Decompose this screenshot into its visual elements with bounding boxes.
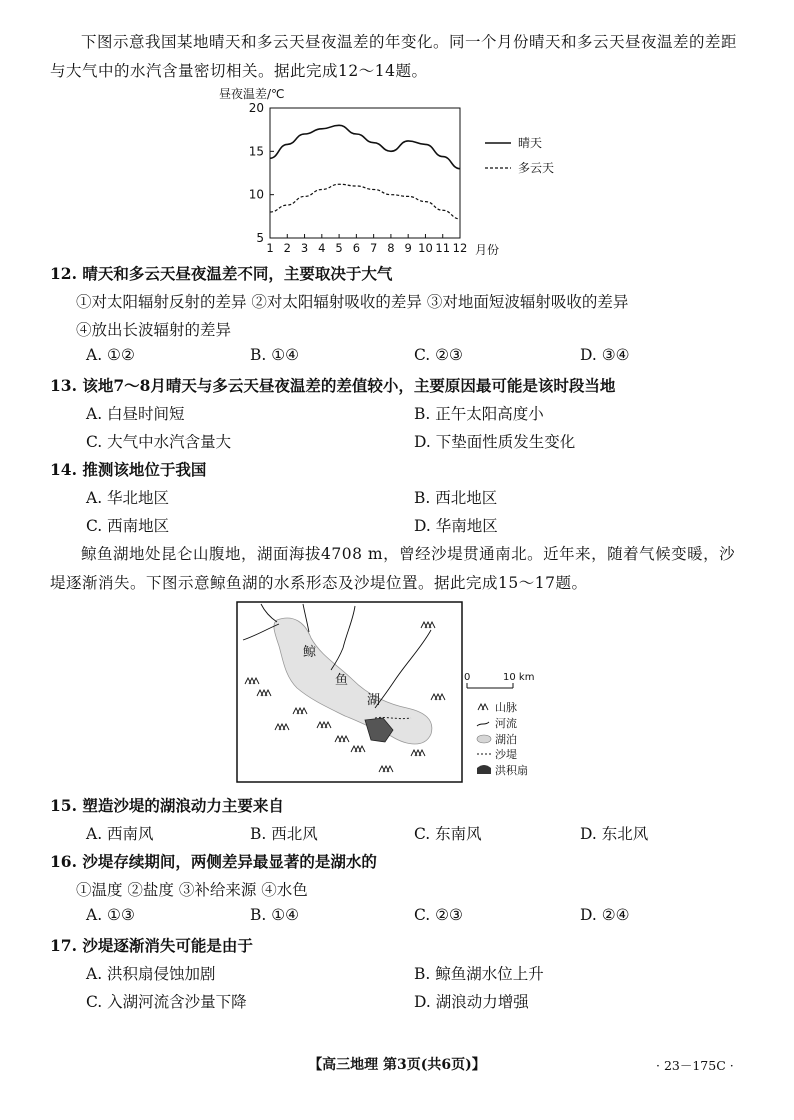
legend-river-label: 河流 — [495, 717, 517, 730]
scale-zero: 0 — [464, 672, 471, 683]
q14-option-c[interactable]: C. 西南地区 — [86, 517, 170, 535]
footer-page-info: 【高三地理 第3页(共6页)】 — [308, 1057, 486, 1073]
q14-stem: 14. 推测该地位于我国 — [50, 460, 207, 479]
q15-stem: 15. 塑造沙堤的湖浪动力主要来自 — [50, 796, 284, 815]
q13-option-c[interactable]: C. 大气中水汽含量大 — [86, 433, 232, 451]
legend-sandbar-label: 沙堤 — [495, 748, 517, 761]
chart-plot-frame — [270, 108, 460, 238]
lake-char-2: 鱼 — [335, 673, 349, 688]
q12-options-line1: ①对太阳辐射反射的差异 ②对太阳辐射吸收的差异 ③对地面短波辐射吸收的差异 — [76, 293, 629, 311]
q12-stem: 12. 晴天和多云天昼夜温差不同，主要取决于大气 — [50, 264, 393, 283]
x-tick-label: 12 — [452, 241, 468, 255]
q14-option-a[interactable]: A. 华北地区 — [86, 489, 170, 507]
lake-char-3: 湖 — [367, 693, 381, 708]
q13-stem: 13. 该地7～8月晴天与多云天昼夜温差的差值较小，主要原因最可能是该时段当地 — [50, 376, 616, 395]
x-tick-label: 1 — [266, 241, 274, 255]
q13-option-d[interactable]: D. 下垫面性质发生变化 — [414, 433, 576, 451]
q12-options-line2: ④放出长波辐射的差异 — [76, 321, 232, 339]
x-tick-label: 7 — [369, 241, 378, 255]
x-tick-label: 4 — [318, 241, 326, 255]
x-tick-label: 9 — [404, 241, 412, 255]
q16-option-d[interactable]: D. ②④ — [580, 906, 630, 924]
map-legend — [477, 701, 528, 777]
q13-option-a[interactable]: A. 白昼时间短 — [86, 405, 185, 423]
q17-option-d[interactable]: D. 湖浪动力增强 — [414, 993, 529, 1011]
q16-option-a[interactable]: A. ①③ — [86, 906, 135, 924]
x-tick-label: 10 — [418, 241, 433, 255]
q14-option-b[interactable]: B. 西北地区 — [414, 489, 498, 507]
y-tick-label: 10 — [248, 187, 264, 202]
q17-option-a[interactable]: A. 洪积扇侵蚀加剧 — [86, 965, 216, 983]
y-tick-label: 20 — [248, 101, 264, 115]
q17-option-b[interactable]: B. 鲸鱼湖水位上升 — [414, 965, 544, 983]
legend-fan-icon — [477, 765, 491, 774]
scale-label: 10 km — [503, 672, 535, 683]
q16-options: ①温度 ②盐度 ③补给来源 ④水色 — [76, 881, 308, 899]
q12-option-b[interactable]: B. ①④ — [250, 346, 300, 364]
legend-mountain-icon — [478, 704, 488, 710]
q13-option-b[interactable]: B. 正午太阳高度小 — [414, 405, 544, 423]
temperature-range-chart — [215, 86, 575, 258]
legend-lake-icon — [477, 735, 491, 743]
x-tick-label: 5 — [335, 241, 343, 255]
q16-option-c[interactable]: C. ②③ — [414, 906, 463, 924]
whale-lake-map — [235, 600, 545, 786]
q12-option-a[interactable]: A. ①② — [86, 346, 135, 364]
series-line-sunny — [270, 125, 460, 168]
lake-char-1: 鲸 — [303, 645, 317, 660]
legend-sunny-label: 晴天 — [518, 136, 543, 150]
q12-option-d[interactable]: D. ③④ — [580, 346, 630, 364]
legend-lake-label: 湖泊 — [495, 733, 517, 746]
intro-paragraph-2: 鲸鱼湖地处昆仑山腹地，湖面海拔4708 m，曾经沙堤贯通南北。近年来，随着气候变暖，沙堤逐渐消失。下图示意鲸鱼湖的水系形态及沙堤位置。据此完成15～17题。 — [50, 545, 736, 592]
q16-option-b[interactable]: B. ①④ — [250, 906, 300, 924]
x-tick-label: 2 — [283, 241, 291, 255]
q15-option-d[interactable]: D. 东北风 — [580, 825, 649, 843]
footer-code: · 23－175C · — [656, 1058, 734, 1073]
intro-paragraph-1: 下图示意我国某地晴天和多云天昼夜温差的年变化。同一个月份晴天和多云天昼夜温差的差距与大气中的水汽含量密切相关。据此完成12～14题。 — [50, 33, 738, 80]
legend-mountain-label: 山脉 — [495, 701, 517, 714]
q15-option-a[interactable]: A. 西南风 — [86, 825, 154, 843]
legend-river-icon — [477, 722, 489, 726]
x-tick-label: 11 — [435, 241, 451, 255]
x-tick-label: 3 — [300, 241, 309, 255]
chart-ylabel: 昼夜温差/℃ — [219, 87, 285, 101]
y-tick-label: 15 — [248, 144, 264, 159]
legend-cloudy-label: 多云天 — [518, 161, 555, 175]
q12-option-c[interactable]: C. ②③ — [414, 346, 463, 364]
q17-stem: 17. 沙堤逐渐消失可能是由于 — [50, 936, 253, 955]
x-tick-label: 8 — [387, 241, 395, 255]
q14-option-d[interactable]: D. 华南地区 — [414, 517, 498, 535]
q15-option-c[interactable]: C. 东南风 — [414, 825, 482, 843]
chart-xlabel: 月份 — [475, 243, 500, 257]
x-tick-label: 6 — [352, 241, 361, 255]
legend-fan-label: 洪积扇 — [495, 764, 528, 777]
series-line-cloudy — [270, 184, 460, 219]
q16-stem: 16. 沙堤存续期间，两侧差异最显著的是湖水的 — [50, 852, 377, 871]
q15-option-b[interactable]: B. 西北风 — [250, 825, 318, 843]
q17-option-c[interactable]: C. 入湖河流含沙量下降 — [86, 993, 247, 1011]
y-tick-label: 5 — [256, 231, 264, 245]
